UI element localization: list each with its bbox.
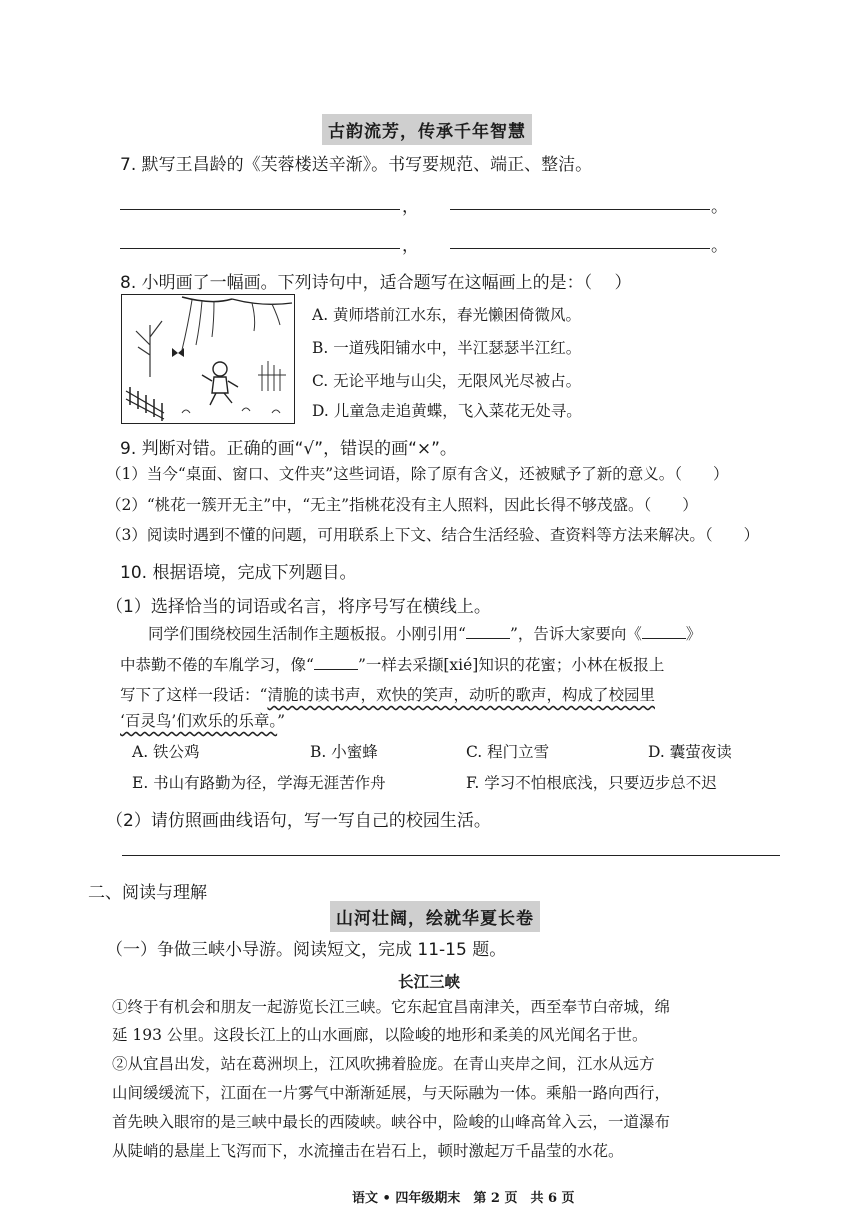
- text: 同学们围绕校园生活制作主题板报。小刚引用“: [148, 625, 466, 643]
- question-10: 10. 根据语境，完成下列题目。: [120, 563, 357, 583]
- answer-line[interactable]: [450, 209, 710, 210]
- text: ”一样去采撷[xié]知识的花蜜；小林在板报上: [357, 656, 665, 674]
- sub-question-2: （2）请仿照画曲线语句，写一写自己的校园生活。: [106, 811, 491, 831]
- paragraph-line: 延 193 公里。这段长江上的山水画廊，以险峻的地形和柔美的风光闻名于世。: [112, 1026, 648, 1044]
- option-b[interactable]: B. 一道残阳铺水中，半江瑟瑟半江红。: [312, 339, 582, 357]
- judge-item-3[interactable]: （3）阅读时遇到不懂的问题，可用联系上下文、结合生活经验、查资料等方法来解决。（ ）: [106, 526, 760, 544]
- answer-line[interactable]: [122, 855, 780, 856]
- context-line-1: [148, 622, 701, 644]
- paragraph-line: ②从宜昌出发，站在葛洲坝上，江风吹拂着脸庞。在青山夹岸之间，江水从远方: [112, 1055, 655, 1073]
- word-option-e[interactable]: E. 书山有路勤为径，学海无涯苦作舟: [132, 774, 386, 792]
- text: 》: [685, 625, 702, 643]
- article-title: 长江三峡: [398, 972, 461, 991]
- word-option-c[interactable]: C. 程门立雪: [466, 743, 550, 761]
- section-banner: 山河壮阔，绘就华夏长卷: [330, 901, 540, 932]
- paragraph-line: 首先映入眼帘的是三峡中最长的西陵峡。峡谷中，险峻的山峰高耸入云，一道瀑布: [112, 1113, 671, 1131]
- wavy-text: ‘百灵鸟’们欢乐的乐章。: [120, 712, 278, 730]
- text: 写下了这样一段话：“: [120, 686, 268, 704]
- answer-line[interactable]: [450, 248, 710, 249]
- word-option-f[interactable]: F. 学习不怕根底浅，只要迈步总不迟: [466, 774, 717, 792]
- word-option-b[interactable]: B. 小蜜蜂: [310, 743, 378, 761]
- child-butterfly-icon: [122, 295, 294, 423]
- period: 。: [711, 236, 728, 256]
- text: ”: [277, 712, 286, 730]
- text: 中恭勤不倦的车胤学习，像“: [120, 656, 314, 674]
- page-footer: 语文 • 四年级期末 第 2 页 共 6 页: [352, 1191, 575, 1206]
- context-line-2: [120, 653, 664, 675]
- judge-item-1[interactable]: （1）当今“桌面、窗口、文件夹”这些词语，除了原有含义，还被赋予了新的意义。（ ）: [106, 465, 729, 483]
- word-option-d[interactable]: D. 囊萤夜读: [648, 743, 732, 761]
- question-8: 8. 小明画了一幅画。下列诗句中，适合题写在这幅画上的是：（ ）: [120, 273, 632, 293]
- illustration-child-chasing-butterfly: [121, 294, 295, 424]
- context-line-3: [120, 683, 655, 705]
- option-c[interactable]: C. 无论平地与山尖，无限风光尽被占。: [312, 372, 582, 390]
- paragraph-line: 从陡峭的悬崖上飞泻而下，水流撞击在岩石上，顿时激起万千晶莹的水花。: [112, 1142, 624, 1160]
- section-banner: 古韵流芳，传承千年智慧: [322, 114, 532, 145]
- question-9: 9. 判断对错。正确的画“√”，错误的画“×”。: [120, 439, 457, 459]
- reading-part-1: （一）争做三峡小导游。阅读短文，完成 11-15 题。: [106, 940, 507, 960]
- question-7: 7. 默写王昌龄的《芙蓉楼送辛渐》。书写要规范、端正、整洁。: [120, 155, 593, 175]
- sub-question-1: （1）选择恰当的词语或名言，将序号写在横线上。: [106, 597, 491, 617]
- text: ”，告诉大家要向《: [509, 625, 642, 643]
- comma: ，: [402, 197, 419, 217]
- wavy-text: 清脆的读书声，欢快的笑声，动听的歌声，构成了校园里: [267, 686, 655, 704]
- option-a[interactable]: A. 黄师塔前江水东，春光懒困倚微风。: [312, 306, 582, 324]
- answer-line[interactable]: [120, 209, 400, 210]
- judge-item-2[interactable]: （2）“桃花一簇开无主”中，“无主”指桃花没有主人照料，因此长得不够茂盛。（ ）: [106, 496, 698, 514]
- blank[interactable]: [466, 624, 510, 639]
- period: 。: [711, 197, 728, 217]
- answer-line[interactable]: [120, 248, 400, 249]
- section-heading: 二、阅读与理解: [88, 883, 207, 903]
- blank[interactable]: [642, 624, 686, 639]
- option-d[interactable]: D. 儿童急走追黄蝶，飞入菜花无处寻。: [312, 402, 582, 420]
- paragraph-line: ①终于有机会和朋友一起游览长江三峡。它东起宜昌南津关，西至奉节白帝城，绵: [112, 998, 671, 1016]
- word-option-a[interactable]: A. 铁公鸡: [132, 743, 200, 761]
- context-line-4: [120, 709, 285, 731]
- blank[interactable]: [314, 655, 358, 670]
- comma: ，: [402, 236, 419, 256]
- paragraph-line: 山间缓缓流下，江面在一片雾气中渐渐延展，与天际融为一体。乘船一路向西行，: [112, 1084, 671, 1102]
